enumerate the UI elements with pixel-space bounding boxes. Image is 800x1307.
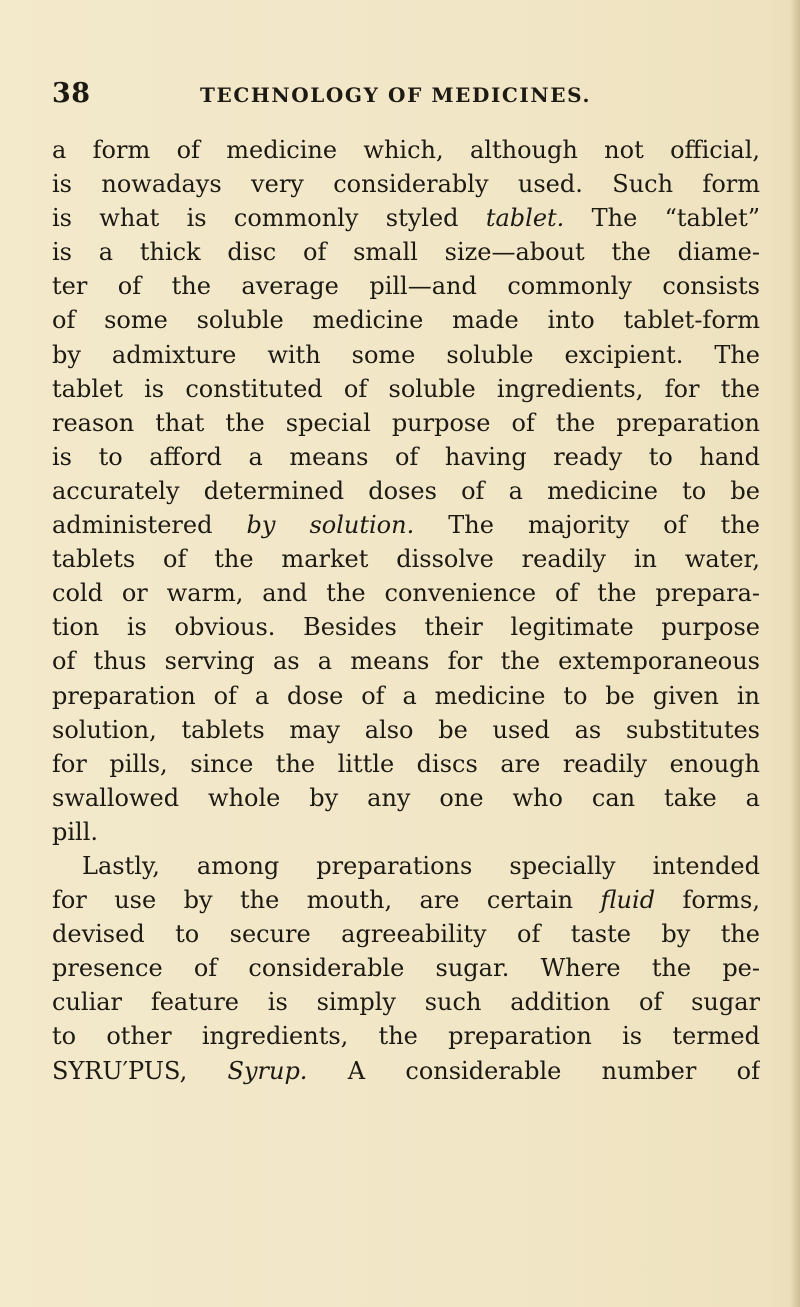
text-run: culiar feature is simply such addition of sugar xyxy=(52,988,760,1017)
text-run: is a thick disc of small size—about the diame- xyxy=(52,238,760,267)
text-run: of thus serving as a means for the extemporaneous xyxy=(52,647,760,676)
text-run: SYRU′PUS, xyxy=(52,1056,228,1085)
text-line xyxy=(52,1054,760,1088)
text-line xyxy=(52,474,760,508)
text-line xyxy=(52,133,760,167)
text-run: tablets of the market dissolve readily in water, xyxy=(52,545,760,574)
text-line xyxy=(52,679,760,713)
text-line xyxy=(52,849,760,883)
text-line xyxy=(52,713,760,747)
text-run: A considerable number of xyxy=(307,1056,760,1085)
text-run: devised to secure agreeability of taste by the xyxy=(52,920,760,949)
text-line xyxy=(52,338,760,372)
text-line xyxy=(52,508,760,542)
italic-term: by solution. xyxy=(246,511,415,540)
text-run: reason that the special purpose of the preparation xyxy=(52,408,760,437)
text-run: Lastly, among preparations specially intended xyxy=(82,851,760,880)
text-run: pill. xyxy=(52,817,99,846)
text-line xyxy=(52,747,760,781)
text-run: swallowed whole by any one who can take a xyxy=(52,783,760,812)
text-run: for use by the mouth, are certain xyxy=(52,886,601,915)
body-text xyxy=(52,133,760,1088)
text-run: of some soluble medicine made into tablet-form xyxy=(52,306,760,335)
italic-term: Syrup. xyxy=(227,1056,308,1085)
text-run: preparation of a dose of a medicine to be given in xyxy=(52,681,760,710)
text-line xyxy=(52,372,760,406)
text-run: solution, tablets may also be used as substitutes xyxy=(52,715,760,744)
text-run: forms, xyxy=(655,886,760,915)
text-line xyxy=(52,167,760,201)
text-run: is nowadays very considerably used. Such form xyxy=(52,170,760,199)
text-run: presence of considerable sugar. Where the pe- xyxy=(52,954,760,983)
text-run: administered xyxy=(52,511,247,540)
italic-term: fluid xyxy=(600,886,656,915)
text-run: tion is obvious. Besides their legitimate purpose xyxy=(52,613,760,642)
page-number: 38 xyxy=(52,78,91,109)
text-line xyxy=(52,303,760,337)
text-line xyxy=(52,201,760,235)
text-line xyxy=(52,644,760,678)
text-line xyxy=(52,269,760,303)
text-line xyxy=(52,235,760,269)
text-run: accurately determined doses of a medicine to be xyxy=(52,476,760,505)
text-run: to other ingredients, the preparation is termed xyxy=(52,1022,760,1051)
text-line xyxy=(52,917,760,951)
text-line xyxy=(52,576,760,610)
text-line xyxy=(52,610,760,644)
text-line xyxy=(52,985,760,1019)
text-line xyxy=(52,406,760,440)
text-line xyxy=(52,440,760,474)
text-line xyxy=(52,883,760,917)
text-run: is what is commonly styled xyxy=(52,204,486,233)
italic-term: tablet. xyxy=(485,204,565,233)
text-line xyxy=(52,781,760,815)
text-run: by admixture with some soluble excipient. The xyxy=(52,340,760,369)
text-line xyxy=(52,1019,760,1053)
page-header xyxy=(52,78,760,110)
text-run: tablet is constituted of soluble ingredients, for the xyxy=(52,374,760,403)
text-line xyxy=(52,542,760,576)
running-title: TECHNOLOGY OF MEDICINES. xyxy=(200,83,592,107)
text-run: The majority of the xyxy=(414,511,760,540)
text-run: ter of the average pill—and commonly consists xyxy=(52,272,760,301)
text-run: cold or warm, and the convenience of the prepara- xyxy=(52,579,760,608)
text-run: a form of medicine which, although not official, xyxy=(52,136,760,164)
page-edge-shadow xyxy=(790,0,800,1307)
text-run: The “tablet” xyxy=(564,204,760,233)
text-run: for pills, since the little discs are readily enough xyxy=(52,749,760,778)
text-line xyxy=(52,951,760,985)
text-line xyxy=(52,815,760,849)
text-run: is to afford a means of having ready to hand xyxy=(52,442,760,471)
